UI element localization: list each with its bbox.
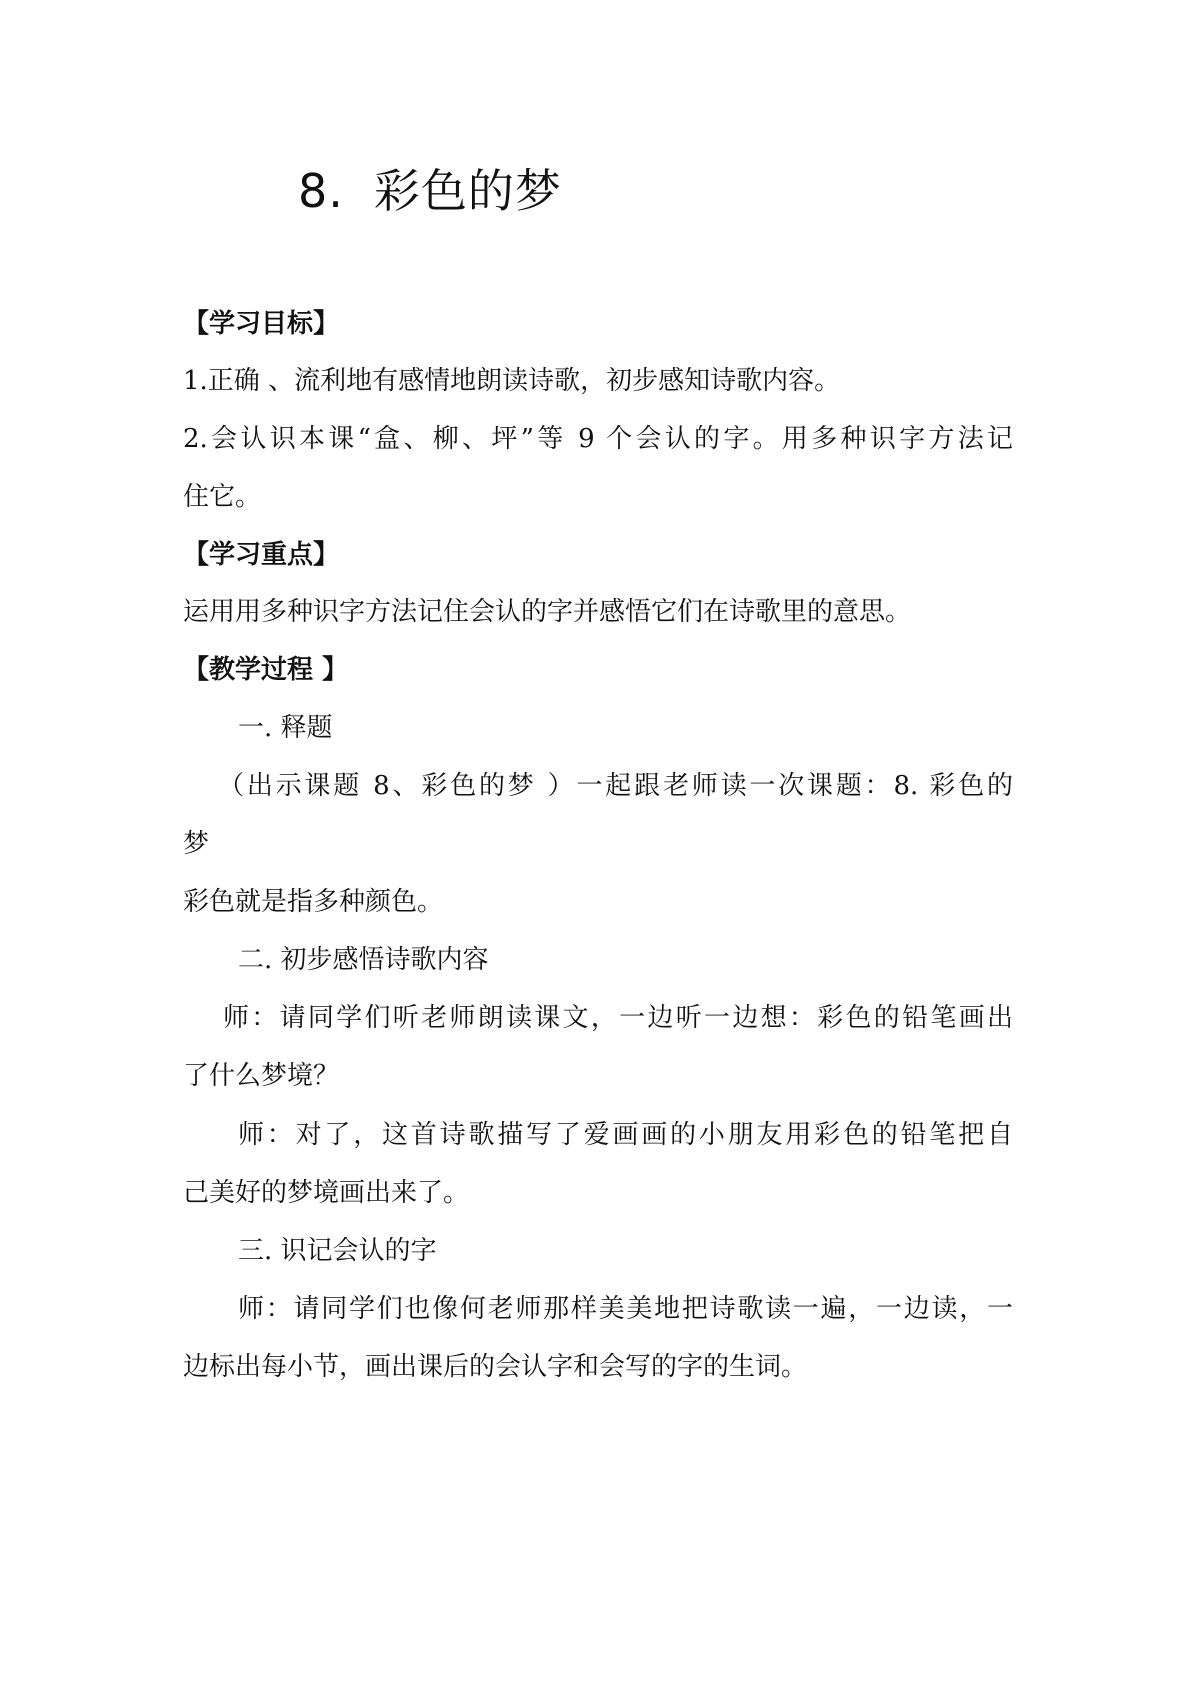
intro-line-2: 梦 <box>183 829 210 859</box>
goal-2-line-2: 住它。 <box>183 482 262 512</box>
teaching-process-heading: 【教学过程 】 <box>183 655 349 685</box>
key-point: 运用用多种识字方法记住会认的字并感悟它们在诗歌里的意思。 <box>183 597 912 627</box>
learning-goals-heading: 【学习目标】 <box>183 309 340 339</box>
teacher-3-line-1: 师：请同学们也像何老师那样美美地把诗歌读一遍，一边读，一 <box>238 1294 1013 1324</box>
document-title <box>298 164 562 218</box>
intro-line-1: （出示课题 8、彩色的梦 ）一起跟老师读一次课题：8. 彩色的 <box>218 771 1013 801</box>
teacher-2-line-2: 己美好的梦境画出来了。 <box>183 1178 470 1208</box>
teacher-3-line-2: 边标出每小节，画出课后的会认字和会写的字的生词。 <box>183 1352 808 1382</box>
key-points-heading: 【学习重点】 <box>183 540 340 570</box>
goal-1: 1.正确 、流利地有感情地朗读诗歌，初步感知诗歌内容。 <box>183 366 841 396</box>
teacher-1-line-2: 了什么梦境？ <box>183 1061 340 1091</box>
section-2-heading: 二. 初步感悟诗歌内容 <box>238 945 489 975</box>
teacher-2-line-1: 师：对了，这首诗歌描写了爱画画的小朋友用彩色的铅笔把自 <box>238 1120 1013 1150</box>
teacher-1-line-1: 师：请同学们听老师朗读课文，一边听一边想：彩色的铅笔画出 <box>223 1003 1013 1033</box>
title-text: 彩色的梦 <box>373 164 562 218</box>
section-1-heading: 一. 释题 <box>238 713 333 743</box>
goal-2-line-1: 2.会认识本课“盒、柳、坪”等 9 个会认的字。用多种识字方法记 <box>183 424 1013 454</box>
meaning-line: 彩色就是指多种颜色。 <box>183 887 444 917</box>
title-number: 8. <box>298 164 344 218</box>
section-3-heading: 三. 识记会认的字 <box>238 1236 437 1266</box>
